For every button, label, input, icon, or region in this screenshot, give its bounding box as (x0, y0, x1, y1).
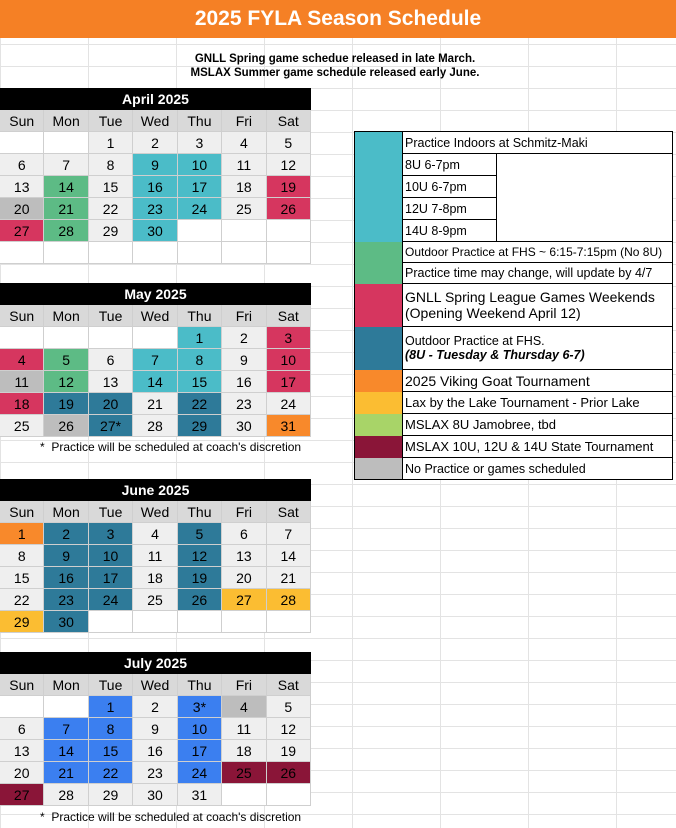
calendar-title: May 2025 (0, 283, 311, 305)
swatch-yellow (355, 392, 403, 414)
day-cell: 2 (133, 132, 177, 154)
day-cell: 9 (44, 545, 88, 567)
day-cell: 6 (0, 154, 44, 176)
day-cell: 27 (222, 589, 266, 611)
day-cell: 18 (222, 740, 266, 762)
day-cell: 5 (267, 132, 311, 154)
empty-cell (222, 220, 266, 242)
day-cell: 12 (267, 718, 311, 740)
swatch-steel (355, 327, 403, 370)
day-cell: 28 (44, 220, 88, 242)
day-cell: 19 (44, 393, 88, 415)
day-cell: 17 (178, 740, 222, 762)
weekday-header: Mon (44, 674, 88, 696)
empty-cell (89, 611, 133, 633)
day-cell: 10 (267, 349, 311, 371)
swatch-pink (355, 284, 403, 327)
weekday-header: Fri (222, 305, 266, 327)
legend (354, 131, 673, 480)
day-cell: 28 (133, 415, 177, 437)
empty-cell (178, 242, 222, 264)
empty-cell (133, 242, 177, 264)
day-cell: 24 (267, 393, 311, 415)
day-cell: 10 (178, 154, 222, 176)
day-cell: 3 (89, 523, 133, 545)
legend-14u: 14U 8-9pm (403, 220, 497, 242)
empty-cell (0, 242, 44, 264)
legend-outdoor2: Outdoor Practice at FHS. (8U - Tuesday & Thursday 6-7) (403, 327, 672, 370)
day-cell: 12 (44, 371, 88, 393)
day-cell: 18 (222, 176, 266, 198)
day-cell: 9 (222, 349, 266, 371)
day-cell: 15 (89, 740, 133, 762)
weekday-header: Sat (267, 305, 311, 327)
swatch-orange (355, 370, 403, 392)
legend-blank (497, 220, 672, 242)
day-cell: 14 (133, 371, 177, 393)
legend-viking: 2025 Viking Goat Tournament (403, 370, 672, 392)
day-cell: 13 (0, 740, 44, 762)
day-cell: 16 (133, 176, 177, 198)
day-cell: 6 (222, 523, 266, 545)
empty-cell (267, 611, 311, 633)
calendar-0 (0, 88, 311, 264)
weekday-header: Sat (267, 501, 311, 523)
day-cell: 11 (222, 154, 266, 176)
weekday-header: Thu (178, 674, 222, 696)
day-cell: 27* (89, 415, 133, 437)
day-cell: 15 (0, 567, 44, 589)
day-cell: 12 (267, 154, 311, 176)
legend-8u: 8U 6-7pm (403, 154, 497, 176)
day-cell: 7 (267, 523, 311, 545)
day-cell: 18 (0, 393, 44, 415)
day-cell: 29 (0, 611, 44, 633)
empty-cell (44, 242, 88, 264)
day-cell: 25 (222, 762, 266, 784)
day-cell: 17 (267, 371, 311, 393)
calendar-grid (0, 674, 311, 806)
legend-gnll: GNLL Spring League Games Weekends (Opening Weekend April 12) (403, 284, 672, 327)
empty-cell (89, 242, 133, 264)
calendar-2 (0, 479, 311, 633)
swatch-teal (355, 132, 403, 242)
day-cell: 29 (178, 415, 222, 437)
day-cell: 14 (267, 545, 311, 567)
day-cell: 26 (267, 198, 311, 220)
weekday-header: Fri (222, 110, 266, 132)
day-cell: 9 (133, 154, 177, 176)
day-cell: 1 (89, 696, 133, 718)
day-cell: 6 (0, 718, 44, 740)
day-cell: 3* (178, 696, 222, 718)
empty-cell (0, 327, 44, 349)
weekday-header: Sun (0, 305, 44, 327)
day-cell: 7 (44, 718, 88, 740)
swatch-gray (355, 458, 403, 479)
day-cell: 2 (44, 523, 88, 545)
day-cell: 13 (0, 176, 44, 198)
empty-cell (267, 784, 311, 806)
footnote-july: * Practice will be scheduled at coach's discretion (40, 810, 302, 824)
day-cell: 7 (44, 154, 88, 176)
day-cell: 4 (133, 523, 177, 545)
day-cell: 22 (89, 198, 133, 220)
note-gnll: GNLL Spring game schedue released in late March. (194, 53, 476, 65)
legend-jamobree: MSLAX 8U Jamobree, tbd (403, 414, 672, 436)
empty-cell (178, 611, 222, 633)
empty-cell (222, 242, 266, 264)
day-cell: 7 (133, 349, 177, 371)
day-cell: 27 (0, 784, 44, 806)
day-cell: 14 (44, 740, 88, 762)
day-cell: 29 (89, 784, 133, 806)
day-cell: 20 (0, 198, 44, 220)
day-cell: 22 (0, 589, 44, 611)
empty-cell (133, 327, 177, 349)
day-cell: 18 (133, 567, 177, 589)
empty-cell (133, 611, 177, 633)
weekday-header: Tue (89, 110, 133, 132)
day-cell: 25 (222, 198, 266, 220)
day-cell: 26 (267, 762, 311, 784)
day-cell: 24 (178, 198, 222, 220)
day-cell: 28 (267, 589, 311, 611)
page-title: 2025 FYLA Season Schedule (0, 0, 676, 38)
empty-cell (222, 784, 266, 806)
weekday-header: Thu (178, 110, 222, 132)
legend-indoor: Practice Indoors at Schmitz-Maki (403, 132, 672, 154)
day-cell: 19 (267, 740, 311, 762)
day-cell: 24 (178, 762, 222, 784)
day-cell: 23 (44, 589, 88, 611)
weekday-header: Sat (267, 110, 311, 132)
day-cell: 9 (133, 718, 177, 740)
day-cell: 4 (222, 696, 266, 718)
empty-cell (44, 696, 88, 718)
day-cell: 15 (89, 176, 133, 198)
day-cell: 2 (133, 696, 177, 718)
calendar-grid (0, 305, 311, 437)
empty-cell (0, 696, 44, 718)
day-cell: 3 (267, 327, 311, 349)
empty-cell (222, 611, 266, 633)
legend-10u: 10U 6-7pm (403, 176, 497, 198)
calendar-grid (0, 501, 311, 633)
empty-cell (267, 242, 311, 264)
day-cell: 16 (44, 567, 88, 589)
day-cell: 17 (89, 567, 133, 589)
day-cell: 27 (0, 220, 44, 242)
weekday-header: Thu (178, 501, 222, 523)
day-cell: 21 (133, 393, 177, 415)
day-cell: 20 (0, 762, 44, 784)
calendar-1 (0, 283, 311, 437)
day-cell: 22 (178, 393, 222, 415)
day-cell: 1 (178, 327, 222, 349)
day-cell: 28 (44, 784, 88, 806)
day-cell: 1 (0, 523, 44, 545)
weekday-header: Sun (0, 110, 44, 132)
day-cell: 16 (133, 740, 177, 762)
legend-none: No Practice or games scheduled (405, 461, 586, 476)
day-cell: 23 (133, 762, 177, 784)
weekday-header: Tue (89, 305, 133, 327)
day-cell: 8 (89, 718, 133, 740)
day-cell: 8 (0, 545, 44, 567)
day-cell: 21 (44, 198, 88, 220)
swatch-lime (355, 414, 403, 436)
day-cell: 22 (89, 762, 133, 784)
weekday-header: Mon (44, 305, 88, 327)
day-cell: 31 (178, 784, 222, 806)
calendar-3 (0, 652, 311, 806)
empty-cell (178, 220, 222, 242)
day-cell: 21 (267, 567, 311, 589)
weekday-header: Mon (44, 501, 88, 523)
day-cell: 31 (267, 415, 311, 437)
day-cell: 8 (178, 349, 222, 371)
day-cell: 23 (133, 198, 177, 220)
day-cell: 14 (44, 176, 88, 198)
legend-lax-lake: Lax by the Lake Tournament - Prior Lake (403, 392, 672, 414)
day-cell: 29 (89, 220, 133, 242)
weekday-header: Wed (133, 110, 177, 132)
day-cell: 26 (178, 589, 222, 611)
day-cell: 21 (44, 762, 88, 784)
weekday-header: Mon (44, 110, 88, 132)
day-cell: 11 (133, 545, 177, 567)
calendar-grid (0, 110, 311, 264)
day-cell: 25 (133, 589, 177, 611)
day-cell: 17 (178, 176, 222, 198)
day-cell: 24 (89, 589, 133, 611)
day-cell: 10 (89, 545, 133, 567)
weekday-header: Wed (133, 674, 177, 696)
weekday-header: Tue (89, 674, 133, 696)
calendar-title: April 2025 (0, 88, 311, 110)
swatch-green (355, 242, 403, 284)
weekday-header: Wed (133, 305, 177, 327)
day-cell: 4 (0, 349, 44, 371)
day-cell: 30 (133, 220, 177, 242)
day-cell: 30 (133, 784, 177, 806)
day-cell: 23 (222, 393, 266, 415)
empty-cell (44, 132, 88, 154)
empty-cell (89, 327, 133, 349)
note-mslax: MSLAX Summer game schedule released early June. (190, 67, 480, 79)
day-cell: 11 (0, 371, 44, 393)
empty-cell (0, 132, 44, 154)
weekday-header: Sun (0, 674, 44, 696)
day-cell: 3 (178, 132, 222, 154)
empty-cell (44, 327, 88, 349)
legend-12u: 12U 7-8pm (403, 198, 497, 220)
day-cell: 2 (222, 327, 266, 349)
calendar-title: July 2025 (0, 652, 311, 674)
day-cell: 15 (178, 371, 222, 393)
weekday-header: Sun (0, 501, 44, 523)
legend-state: MSLAX 10U, 12U & 14U State Tournament (403, 436, 672, 458)
weekday-header: Wed (133, 501, 177, 523)
calendar-title: June 2025 (0, 479, 311, 501)
day-cell: 30 (222, 415, 266, 437)
day-cell: 5 (178, 523, 222, 545)
legend-outdoor-change: Practice time may change, will update by 4/7 (403, 263, 672, 284)
footnote-may: * Practice will be scheduled at coach's discretion (40, 440, 302, 454)
day-cell: 5 (44, 349, 88, 371)
day-cell: 26 (44, 415, 88, 437)
weekday-header: Tue (89, 501, 133, 523)
day-cell: 10 (178, 718, 222, 740)
day-cell: 25 (0, 415, 44, 437)
weekday-header: Sat (267, 674, 311, 696)
weekday-header: Fri (222, 501, 266, 523)
day-cell: 12 (178, 545, 222, 567)
day-cell: 20 (89, 393, 133, 415)
day-cell: 5 (267, 696, 311, 718)
day-cell: 19 (267, 176, 311, 198)
day-cell: 13 (222, 545, 266, 567)
day-cell: 13 (89, 371, 133, 393)
legend-outdoor-fhs: Outdoor Practice at FHS ~ 6:15-7:15pm (No 8U) (403, 242, 672, 263)
day-cell: 4 (222, 132, 266, 154)
day-cell: 19 (178, 567, 222, 589)
weekday-header: Thu (178, 305, 222, 327)
empty-cell (267, 220, 311, 242)
day-cell: 16 (222, 371, 266, 393)
day-cell: 6 (89, 349, 133, 371)
day-cell: 11 (222, 718, 266, 740)
day-cell: 30 (44, 611, 88, 633)
day-cell: 20 (222, 567, 266, 589)
day-cell: 8 (89, 154, 133, 176)
weekday-header: Fri (222, 674, 266, 696)
day-cell: 1 (89, 132, 133, 154)
swatch-maroon (355, 436, 403, 458)
